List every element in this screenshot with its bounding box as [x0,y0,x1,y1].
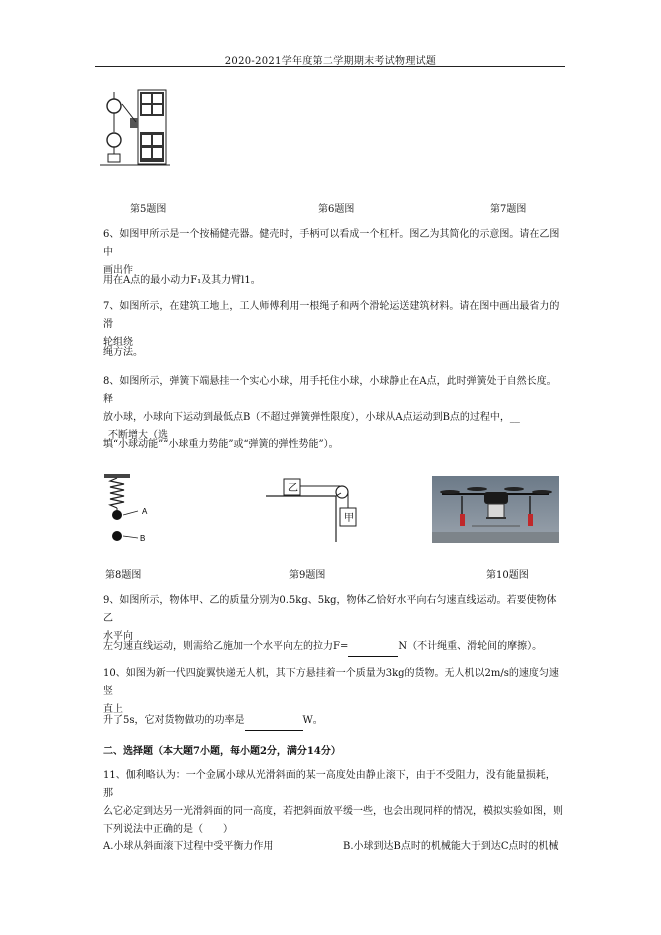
question-11 [103,767,565,839]
q9-line3-before: 左匀速直线运动，则需给乙施加一个水平向左的拉力F= [103,641,349,652]
q9-line1: 9、如图所示，物体甲、乙的质量分别为0.5kg、5kg，物体乙恰好水平向右匀速直线运动。若要使物体乙 [103,595,557,624]
q6-line2: 画出作 [103,265,133,276]
q8-line4: 填“小球动能”“小球重力势能”或“弹簧的弹性势能”）。 [103,439,339,450]
q11-line1: 11、伽利略认为：一个金属小球从光滑斜面的某一高度处由静止滚下，由于不受阻力，没有能量损耗，那 [103,770,556,799]
q10-answer-blank[interactable] [245,712,303,731]
header-divider [95,66,565,67]
figure-10-drone-photo [432,476,559,543]
q9-line3 [103,638,565,657]
q8-line3: _不断增大（选 [103,430,168,441]
question-8 [103,373,565,445]
q7-line1: 7、如图所示，在建筑工地上，工人师傅利用一根绳子和两个滑轮运送建筑材料。请在图中画出最省力的滑 [103,301,560,330]
q8-line1: 8、如图所示，弹簧下端悬挂一个实心小球，用手托住小球，小球静止在A点，此时弹簧处于自然长度。释 [103,376,557,405]
q6-line1: 6、如图甲所示是一个按桶健壳器。健壳时，手柄可以看成一个杠杆。图乙为其简化的示意图。请在乙图中 [103,229,560,258]
caption-fig10: 第10题图 [486,570,529,581]
q11-option-a[interactable]: A.小球从斜面滚下过程中受平衡力作用 [103,841,274,852]
section-2-title: 二、选择题（本大题7小题，每小题2分，满分14分） [103,746,341,757]
question-10 [103,665,565,719]
q10-line3 [103,712,565,731]
q11-line2: 么它必定到达另一光滑斜面的同一高度，若把斜面放平缓一些，也会出现同样的情况，模拟实验如图，则 [103,806,563,817]
q7-line2: 轮组绕 [103,337,133,348]
caption-fig7: 第7题图 [490,204,527,215]
fig8-label-a: A [142,507,148,516]
figure-8-spring [100,474,160,544]
figure-9-pulley-table [262,474,372,544]
q8-line2: 放小球，小球向下运动到最低点B（不超过弹簧弹性限度），小球从A点运动到B点的过程中，__ [103,412,520,423]
q10-line2: 直上 [103,704,123,715]
page-header-title: 2020-2021学年度第二学期期末考试物理试题 [224,56,437,67]
q7-line3: 绳方法。 [103,347,143,358]
caption-fig8: 第8题图 [105,570,142,581]
q10-line3-after: W。 [302,715,323,726]
q11-option-b[interactable]: B.小球到达B点时的机械能大于到达C点时的机械 [343,841,559,852]
q9-line3-after: N（不计绳重、滑轮间的摩擦）。 [398,641,543,652]
q10-line1: 10、如图为新一代四旋翼快递无人机，其下方悬挂着一个质量为3kg的货物。无人机以2m/s的速度匀速竖 [103,668,559,697]
figure-5-pulley [100,88,170,168]
q9-answer-blank[interactable] [348,638,398,657]
fig9-label-jia: 甲 [344,513,354,524]
caption-fig5: 第5题图 [130,204,167,215]
fig8-label-b: B [140,534,146,543]
caption-fig6: 第6题图 [318,204,355,215]
q6-line3: 用在A点的最小动力F₁及其力臂l1。 [103,275,261,286]
q10-line3-before: 升了5s，它对货物做功的功率是 [103,715,245,726]
caption-fig9: 第9题图 [289,570,326,581]
fig9-label-yi: 乙 [288,483,298,494]
q9-line2: 水平向 [103,631,133,642]
q11-line3: 下列说法中正确的是（ ） [103,824,233,835]
